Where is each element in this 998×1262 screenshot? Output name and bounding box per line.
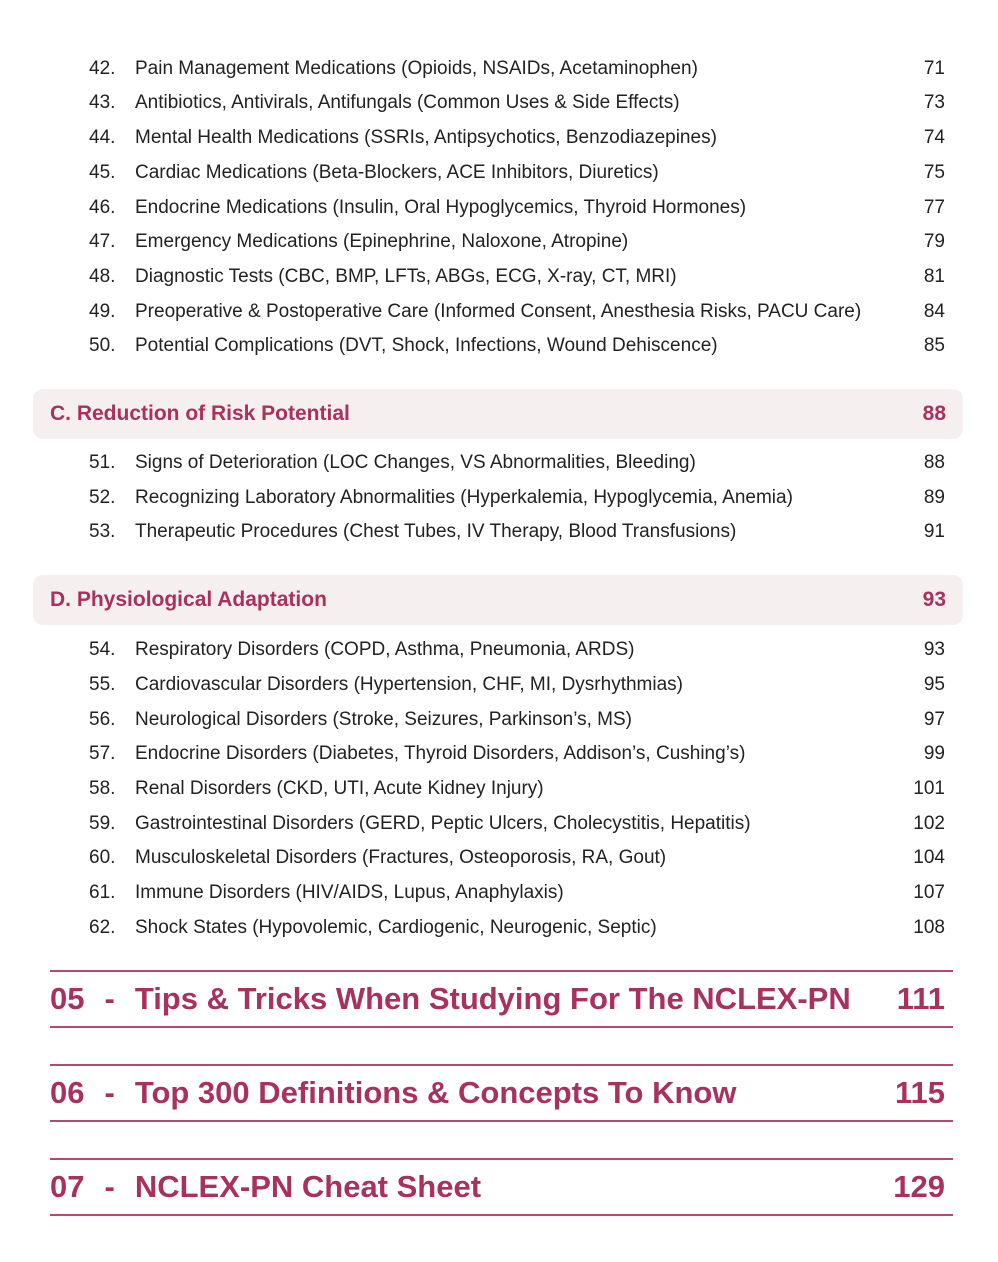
entry-number: 44. — [89, 127, 116, 148]
entry-title: Endocrine Disorders (Diabetes, Thyroid Disorders, Addison’s, Cushing’s) — [135, 743, 746, 764]
toc-entry[interactable] — [89, 670, 945, 700]
toc-entry[interactable] — [89, 774, 945, 804]
entry-page: 71 — [923, 58, 945, 79]
entry-page: 95 — [923, 674, 945, 695]
entry-number: 47. — [89, 231, 116, 252]
entry-number: 43. — [89, 92, 116, 113]
entry-title: Endocrine Medications (Insulin, Oral Hypoglycemics, Thyroid Hormones) — [135, 197, 747, 218]
chapter-title: Top 300 Definitions & Concepts To Know — [134, 1075, 737, 1110]
chapter-separator: - — [104, 1075, 115, 1110]
entry-number: 51. — [89, 452, 116, 473]
chapter-page: 115 — [894, 1075, 945, 1110]
toc-entry[interactable] — [89, 193, 945, 223]
entry-title: Gastrointestinal Disorders (GERD, Peptic Ulcers, Cholecystitis, Hepatitis) — [135, 813, 751, 834]
entry-page: 89 — [923, 487, 945, 508]
chapter-title: NCLEX-PN Cheat Sheet — [134, 1169, 482, 1204]
toc-entry[interactable] — [89, 913, 945, 943]
entry-number: 42. — [89, 58, 116, 79]
toc-entry[interactable] — [89, 88, 945, 118]
chapter-page: 129 — [893, 1169, 945, 1204]
entry-page: 88 — [923, 452, 945, 473]
entry-title: Cardiac Medications (Beta-Blockers, ACE Inhibitors, Diuretics) — [135, 162, 659, 183]
toc-entry[interactable] — [89, 123, 945, 153]
entry-page: 74 — [923, 127, 945, 148]
toc-entry[interactable] — [89, 331, 945, 361]
toc-entry[interactable] — [89, 227, 945, 257]
chapter-separator: - — [104, 1169, 115, 1204]
entry-number: 45. — [89, 162, 116, 183]
section-header-c[interactable] — [33, 389, 963, 439]
entry-title: Cardiovascular Disorders (Hypertension, CHF, MI, Dysrhythmias) — [135, 674, 683, 695]
toc-entry[interactable] — [89, 809, 945, 839]
toc-entry[interactable] — [89, 448, 945, 478]
toc-entry[interactable] — [89, 483, 945, 513]
entry-title: Antibiotics, Antivirals, Antifungals (Common Uses & Side Effects) — [135, 92, 680, 113]
entry-number: 52. — [89, 487, 116, 508]
entry-title: Musculoskeletal Disorders (Fractures, Osteoporosis, RA, Gout) — [135, 847, 667, 868]
toc-entry[interactable] — [89, 517, 945, 547]
toc-entry[interactable] — [89, 739, 945, 769]
entry-number: 59. — [89, 813, 116, 834]
entry-page: 102 — [913, 813, 945, 834]
entry-page: 108 — [913, 917, 945, 938]
entry-title: Shock States (Hypovolemic, Cardiogenic, Neurogenic, Septic) — [135, 917, 657, 938]
entry-title: Emergency Medications (Epinephrine, Naloxone, Atropine) — [135, 231, 629, 252]
entry-title: Neurological Disorders (Stroke, Seizures, Parkinson’s, MS) — [135, 709, 632, 730]
toc-entry[interactable] — [89, 158, 945, 188]
entry-page: 107 — [913, 882, 945, 903]
entry-number: 53. — [89, 521, 116, 542]
entry-page: 99 — [923, 743, 945, 764]
chapter-number: 05 — [50, 981, 85, 1016]
entry-title: Mental Health Medications (SSRIs, Antipsychotics, Benzodiazepines) — [135, 127, 717, 148]
section-header-d[interactable] — [33, 575, 963, 625]
chapter-title: Tips & Tricks When Studying For The NCLEX-PN — [134, 981, 851, 1016]
entry-page: 104 — [913, 847, 945, 868]
entry-title: Immune Disorders (HIV/AIDS, Lupus, Anaphylaxis) — [135, 882, 564, 903]
entry-title: Respiratory Disorders (COPD, Asthma, Pneumonia, ARDS) — [135, 639, 635, 660]
entry-number: 60. — [89, 847, 116, 868]
entry-number: 61. — [89, 882, 116, 903]
entry-number: 48. — [89, 266, 116, 287]
toc-entry[interactable] — [89, 878, 945, 908]
entry-number: 50. — [89, 335, 116, 356]
toc-entry[interactable] — [89, 635, 945, 665]
entry-page: 84 — [923, 301, 945, 322]
entry-page: 91 — [923, 521, 945, 542]
entry-title: Pain Management Medications (Opioids, NSAIDs, Acetaminophen) — [135, 58, 698, 79]
entry-page: 73 — [923, 92, 945, 113]
entry-title: Potential Complications (DVT, Shock, Infections, Wound Dehiscence) — [135, 335, 718, 356]
chapter-number: 07 — [50, 1169, 85, 1204]
entry-number: 62. — [89, 917, 116, 938]
chapter-page: 111 — [896, 981, 945, 1016]
section-page: 88 — [922, 402, 946, 425]
entry-number: 55. — [89, 674, 116, 695]
section-title: C. Reduction of Risk Potential — [50, 402, 350, 425]
chapter-entry-06[interactable] — [50, 1064, 953, 1122]
toc-entry[interactable] — [89, 54, 945, 84]
entry-title: Signs of Deterioration (LOC Changes, VS Abnormalities, Bleeding) — [135, 452, 696, 473]
entry-title: Diagnostic Tests (CBC, BMP, LFTs, ABGs, ECG, X-ray, CT, MRI) — [135, 266, 677, 287]
entry-title: Recognizing Laboratory Abnormalities (Hyperkalemia, Hypoglycemia, Anemia) — [135, 487, 793, 508]
entry-number: 46. — [89, 197, 116, 218]
entry-number: 56. — [89, 709, 116, 730]
section-page: 93 — [922, 588, 946, 611]
toc-entry[interactable] — [89, 705, 945, 735]
entry-page: 81 — [923, 266, 945, 287]
entry-page: 97 — [923, 709, 945, 730]
section-title: D. Physiological Adaptation — [50, 588, 327, 611]
toc-entry[interactable] — [89, 262, 945, 292]
entry-page: 101 — [913, 778, 945, 799]
chapter-entry-05[interactable] — [50, 970, 953, 1028]
entry-page: 75 — [923, 162, 945, 183]
entry-page: 77 — [923, 197, 945, 218]
toc-entry[interactable] — [89, 843, 945, 873]
entry-page: 85 — [923, 335, 945, 356]
entry-title: Preoperative & Postoperative Care (Informed Consent, Anesthesia Risks, PACU Care) — [135, 301, 862, 322]
chapter-entry-07[interactable] — [50, 1158, 953, 1216]
entry-number: 58. — [89, 778, 116, 799]
entry-number: 54. — [89, 639, 116, 660]
chapter-separator: - — [104, 981, 115, 1016]
toc-entry[interactable] — [89, 297, 945, 327]
chapter-number: 06 — [50, 1075, 85, 1110]
entry-page: 79 — [923, 231, 945, 252]
entry-title: Therapeutic Procedures (Chest Tubes, IV Therapy, Blood Transfusions) — [135, 521, 737, 542]
entry-number: 57. — [89, 743, 116, 764]
entry-title: Renal Disorders (CKD, UTI, Acute Kidney Injury) — [135, 778, 544, 799]
entry-page: 93 — [923, 639, 945, 660]
entry-number: 49. — [89, 301, 116, 322]
